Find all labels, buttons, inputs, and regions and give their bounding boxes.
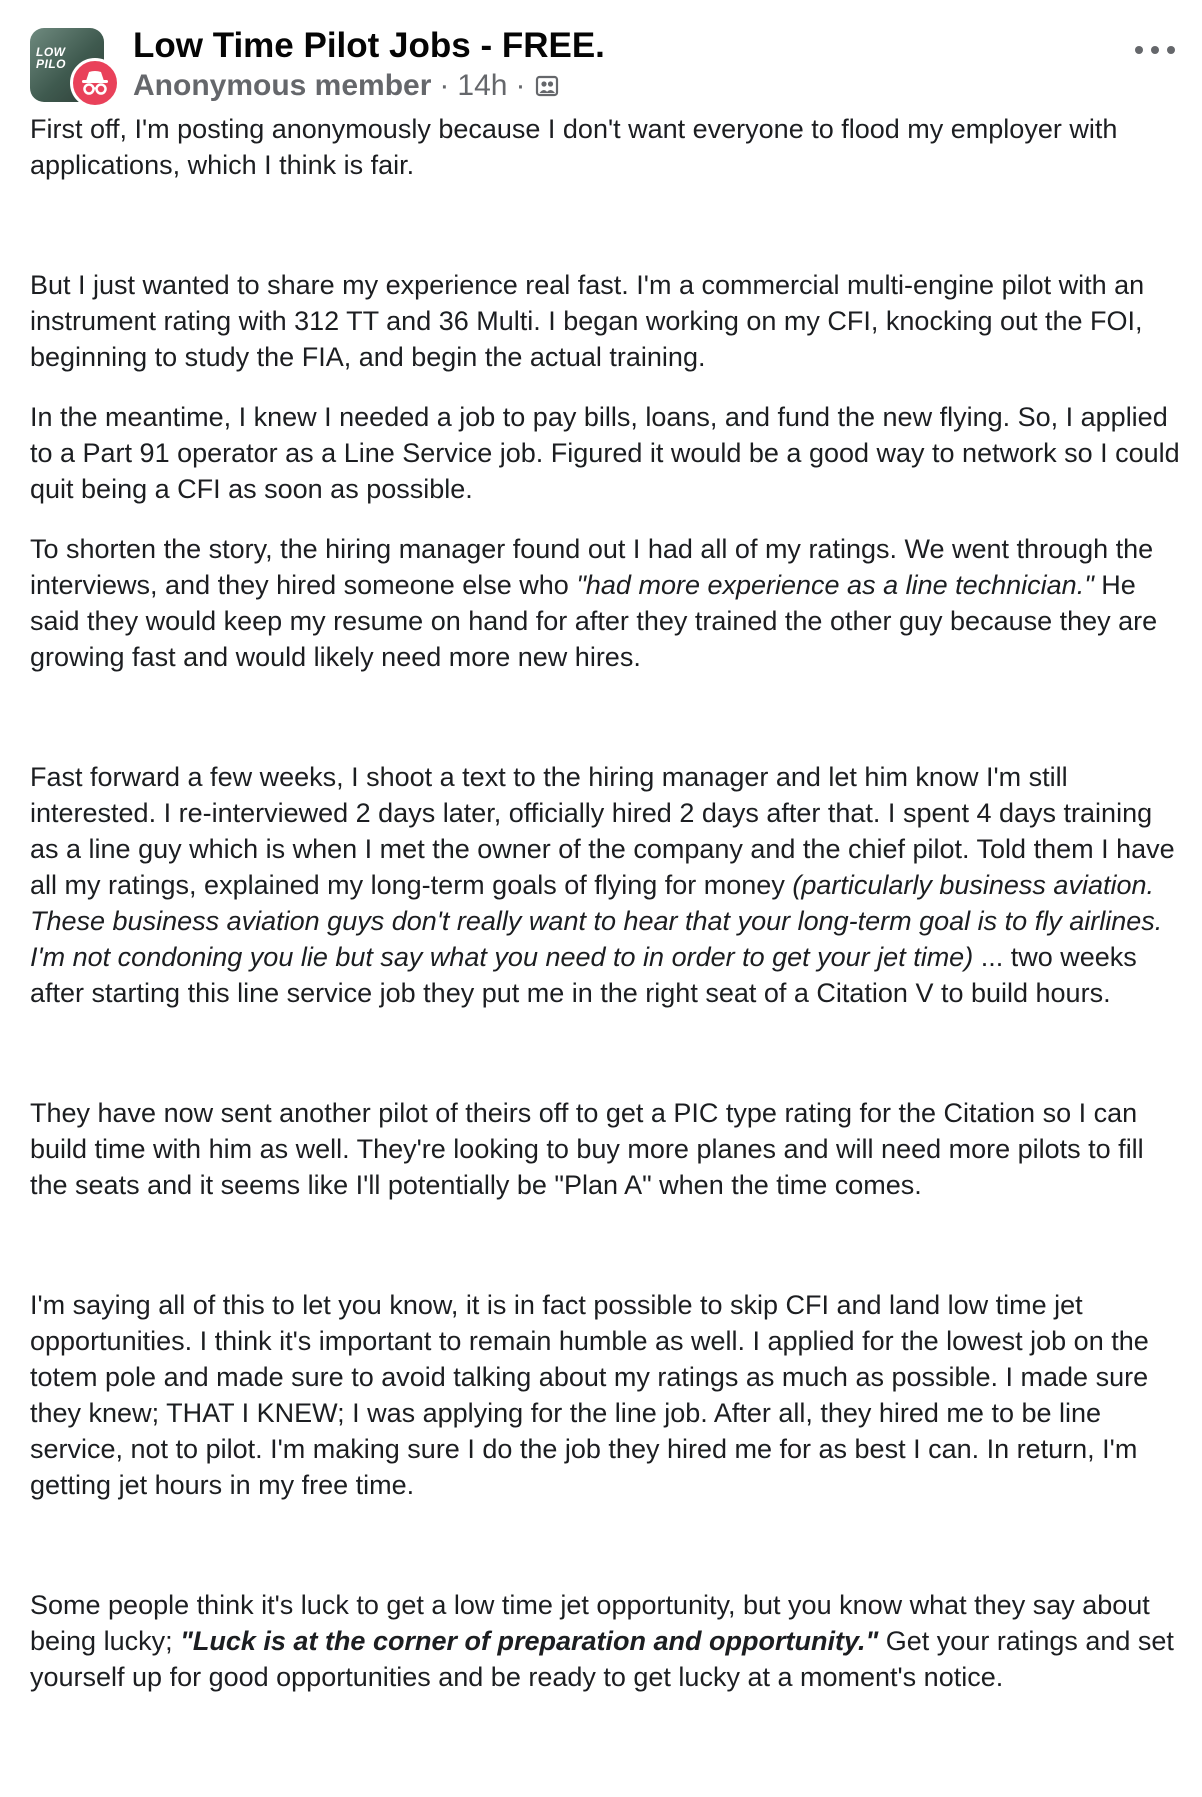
post-paragraph-3: In the meantime, I knew I needed a job to pay bills, loans, and fund the new flying. So, I applied to a Part 91 operator as a Line Service job. Figured it would be a good way to network so I could quit being a CFI as soon as possible. — [30, 402, 1180, 504]
paragraph-8-text-a: Some people think it's luck to get a low time jet opportunity, but you know what they say about being lucky; — [30, 1590, 1150, 1656]
post-paragraph-1: First off, I'm posting anonymously because I don't want everyone to flood my employer with applications, which I think is fair. — [30, 114, 1118, 180]
paragraph-5-text-a: Fast forward a few weeks, I shoot a text to the hiring manager and let him know I'm still interested. I re-interviewed 2 days later, officially hired 2 days after that. I spent 4 days training as a line guy which is when I met the owner of the company and the chief pilot. Told them I have all my ratings, explained my long-term goals of flying for money — [30, 762, 1175, 900]
more-horizontal-icon-dot — [1151, 46, 1159, 54]
group-avatar-line-1: LOW — [36, 45, 66, 59]
group-name[interactable]: Low Time Pilot Jobs - FREE. — [133, 26, 605, 65]
paragraph-5-text-c: ... two weeks after starting this line service job they put me in the right seat of a Citation V to build hours. — [30, 942, 1137, 1008]
post-paragraph-6: They have now sent another pilot of theirs off to get a PIC type rating for the Citation so I can build time with him as well. They're looking to buy more planes and will need more pilots to fill the seats and it seems like I'll potentially be "Plan A" when the time comes. — [30, 1098, 1144, 1200]
post-paragraph-8 — [30, 1587, 1180, 1695]
group-avatar-text — [36, 46, 66, 70]
post-paragraph-4 — [30, 531, 1180, 675]
meta-separator-2: · — [515, 69, 526, 102]
post-paragraph-7: I'm saying all of this to let you know, it is in fact possible to skip CFI and land low time jet opportunities. I think it's important to remain humble as well. I applied for the lowest job on the totem pole and made sure to avoid talking about my ratings as much as possible. I made sure they knew; THAT I KNEW; I was applying for the line job. After all, they hired me to be line service, not to pilot. I'm making sure I do the job they hired me for as best I can. In return, I'm getting jet hours in my free time. — [30, 1290, 1149, 1500]
more-horizontal-icon-dot — [1167, 46, 1175, 54]
meta-separator: · — [439, 69, 450, 102]
anonymous-member-badge[interactable] — [70, 58, 120, 108]
post-meta — [133, 67, 559, 105]
more-horizontal-icon — [1135, 46, 1143, 54]
paragraph-5-aside: (particularly business aviation. These business aviation guys don't really want to hear that your long-term goal is to fly airlines. I'm not condoning you lie but say what you need to in order to get your jet time) — [30, 870, 1163, 972]
group-avatar-line-2: PILO — [36, 57, 67, 71]
post-paragraph-5 — [30, 759, 1180, 1011]
paragraph-8-quote: "Luck is at the corner of preparation and opportunity." — [180, 1626, 879, 1656]
post-header — [30, 26, 1175, 106]
post-paragraph-2: But I just wanted to share my experience real fast. I'm a commercial multi-engine pilot with an instrument rating with 312 TT and 36 Multi. I began working on my CFI, knocking out the FOI, beginning to study the FIA, and begin the actual training. — [30, 270, 1145, 372]
paragraph-4-text-a: To shorten the story, the hiring manager found out I had all of my ratings. We went through the interviews, and they hired someone else who — [30, 534, 1154, 600]
post-body — [30, 111, 1180, 1695]
paragraph-8-text-c: Get your ratings and set yourself up for good opportunities and be ready to get lucky at a moment's notice. — [30, 1626, 1174, 1692]
more-options-button[interactable] — [1135, 40, 1175, 60]
paragraph-4-text-c: He said they would keep my resume on hand for after they trained the other guy because they are growing fast and would likely need more new hires. — [30, 570, 1158, 672]
paragraph-4-quote: "had more experience as a line technician." — [576, 570, 1094, 600]
author-name[interactable]: Anonymous member — [133, 69, 432, 102]
post-time[interactable]: 14h — [457, 69, 508, 102]
anonymous-incognito-icon — [80, 69, 110, 97]
members-group-icon — [535, 74, 559, 98]
